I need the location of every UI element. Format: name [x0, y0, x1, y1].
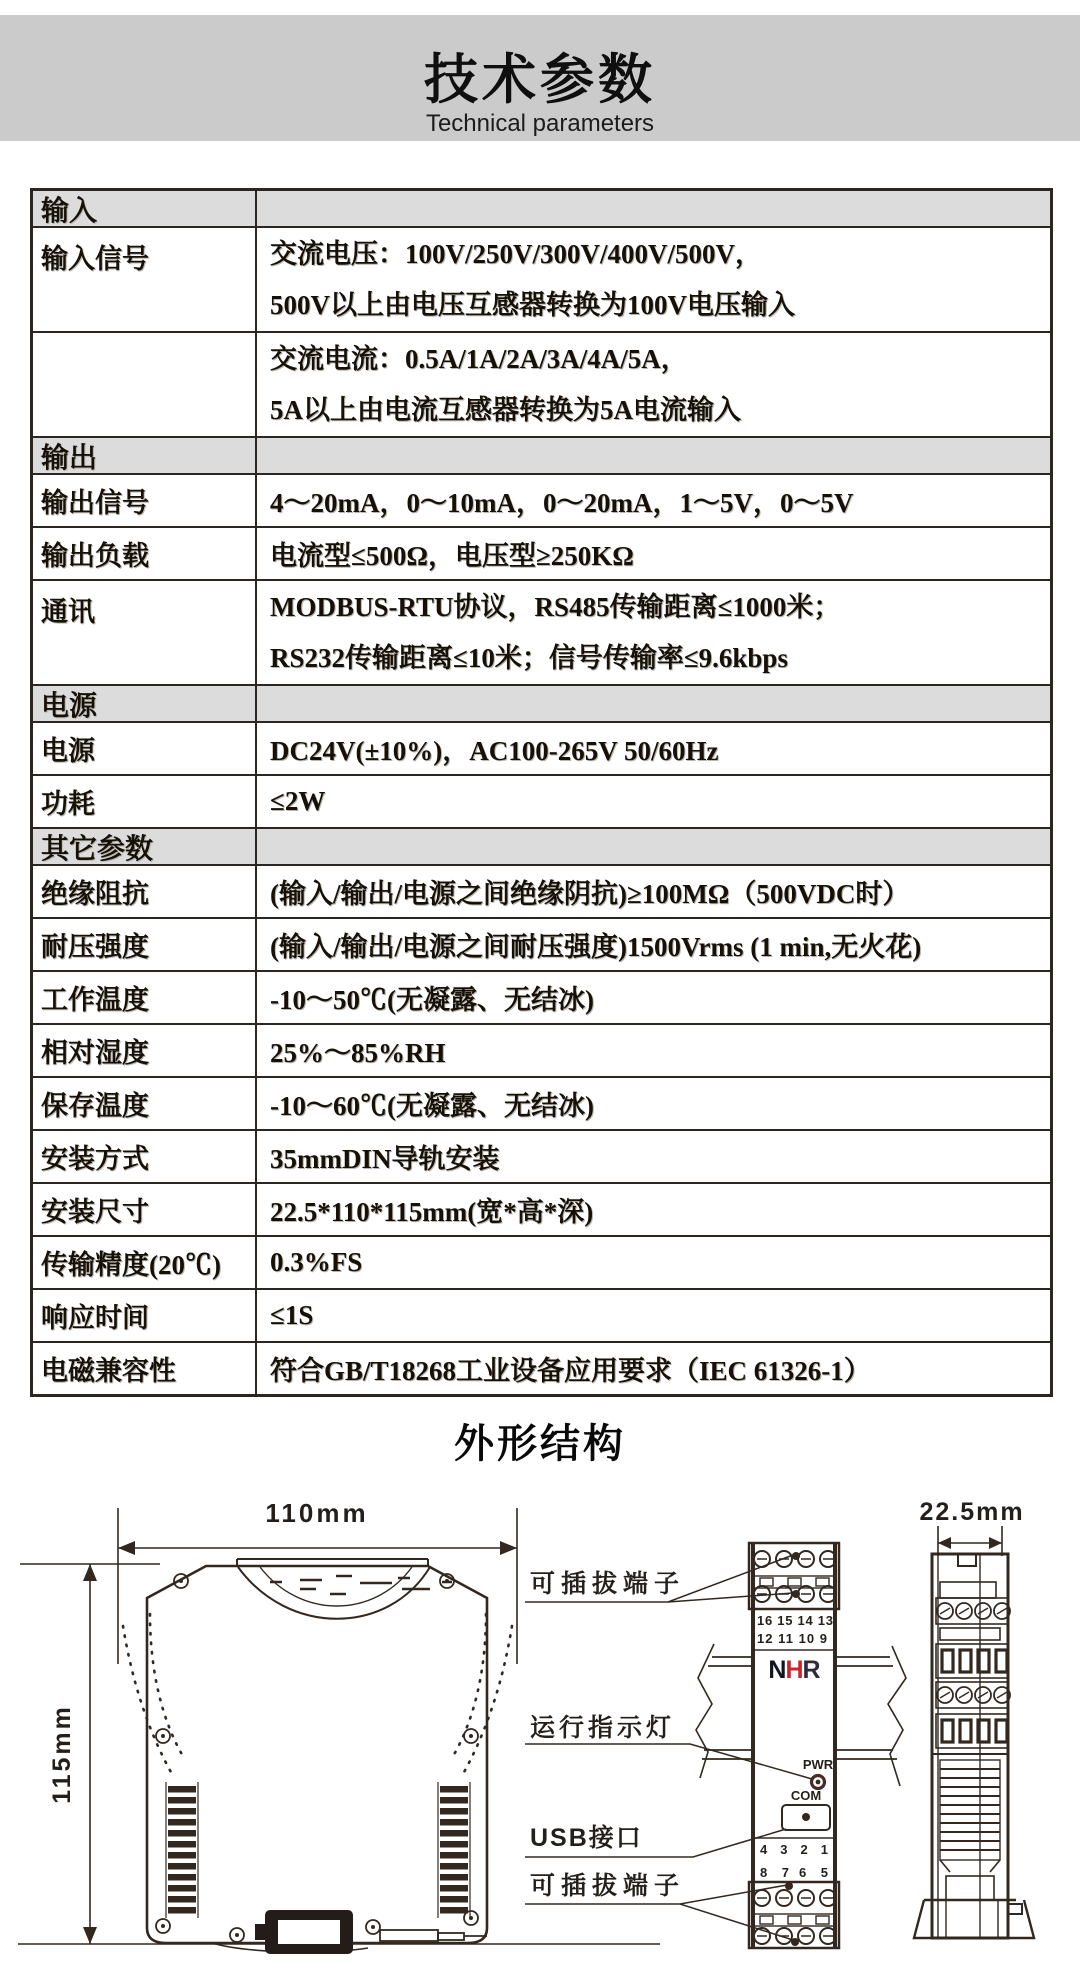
vent-slats [166, 1782, 470, 1918]
table-row: 相对湿度 25%～85%RH [33, 1023, 1050, 1076]
dim-width-label: 110mm [265, 1498, 369, 1528]
table-row: 安装方式 35mmDIN导轨安装 [33, 1129, 1050, 1182]
terminal-numbers-top-row1: 16 15 14 13 [757, 1613, 833, 1628]
outline-drawings [0, 1486, 1080, 1986]
table-row: 功耗 ≤2W [33, 774, 1050, 827]
table-row: 响应时间 ≤1S [33, 1288, 1050, 1341]
com-label: COM [790, 1788, 822, 1803]
din-latch [380, 1930, 487, 1941]
table-row: 电源 DC24V(±10%)，AC100-265V 50/60Hz [33, 721, 1050, 774]
table-row: 通讯 MODBUS-RTU协议，RS485传输距离≤1000米； RS232传输距离≤10米；信号传输率≤9.6kbps [33, 579, 1050, 684]
table-section-row: 输出 [33, 436, 1050, 473]
spec-table [30, 188, 1053, 1397]
table-row: 传输精度(20℃) 0.3%FS [33, 1235, 1050, 1288]
callout-plug-terminal-bottom: 可插拔端子 [530, 1872, 686, 1900]
terminal-numbers-bottom-row2-black: 6 5 [799, 1865, 828, 1880]
table-section-row: 电源 [33, 684, 1050, 721]
brand-logo: NHR [768, 1656, 820, 1684]
callout-usb-port: USB接口 [530, 1824, 643, 1852]
table-row: 电磁兼容性 符合GB/T18268工业设备应用要求（IEC 61326-1） [33, 1341, 1050, 1394]
title-band [0, 15, 1080, 141]
table-row: 安装尺寸 22.5*110*115mm(宽*高*深) [33, 1182, 1050, 1235]
table-row: 绝缘阻抗 (输入/输出/电源之间绝缘阴抗)≥100MΩ（500VDC时） [33, 864, 1050, 917]
terminal-numbers-bottom-row1: 4 3 2 1 [760, 1842, 828, 1857]
table-row: 交流电流：0.5A/1A/2A/3A/4A/5A， 5A以上由电流互感器转换为5A电流输入 [33, 331, 1050, 436]
table-row: 输出负载 电流型≤500Ω，电压型≥250KΩ [33, 526, 1050, 579]
dim-height-label: 115mm [48, 1704, 76, 1804]
table-row: 保存温度 -10～60℃(无凝露、无结冰) [33, 1076, 1050, 1129]
page-subtitle: Technical parameters [425, 110, 655, 137]
terminal-numbers-bottom-row2-red: 8 7 [760, 1865, 789, 1880]
dim-depth-label: 22.5mm [919, 1498, 1025, 1526]
pwr-label: PWR [802, 1757, 834, 1772]
table-row: 工作温度 -10～50℃(无凝露、无结冰) [33, 970, 1050, 1023]
terminal-numbers-top-row2: 12 11 10 9 [757, 1631, 827, 1646]
bottom-connector [212, 1910, 368, 1954]
callout-plug-terminal-top: 可插拔端子 [530, 1570, 686, 1598]
callout-run-indicator: 运行指示灯 [530, 1714, 676, 1742]
table-section-row: 其它参数 [33, 827, 1050, 864]
table-section-row: 输入 [33, 191, 1050, 226]
table-row: 耐压强度 (输入/输出/电源之间耐压强度)1500Vrms (1 min,无火花) [33, 917, 1050, 970]
outline-section-title: 外形结构 [454, 1422, 626, 1466]
end-view-drawing [914, 1498, 1034, 1938]
table-row: 输出信号 4～20mA，0～10mA，0～20mA，1～5V，0～5V [33, 473, 1050, 526]
page-title: 技术参数 [424, 50, 656, 110]
screw-holes [156, 1574, 478, 1942]
front-view-drawing [525, 1543, 906, 1950]
table-row: 输入信号 交流电压：100V/250V/300V/400V/500V， 500V以上由电压互感器转换为100V电压输入 [33, 226, 1050, 331]
